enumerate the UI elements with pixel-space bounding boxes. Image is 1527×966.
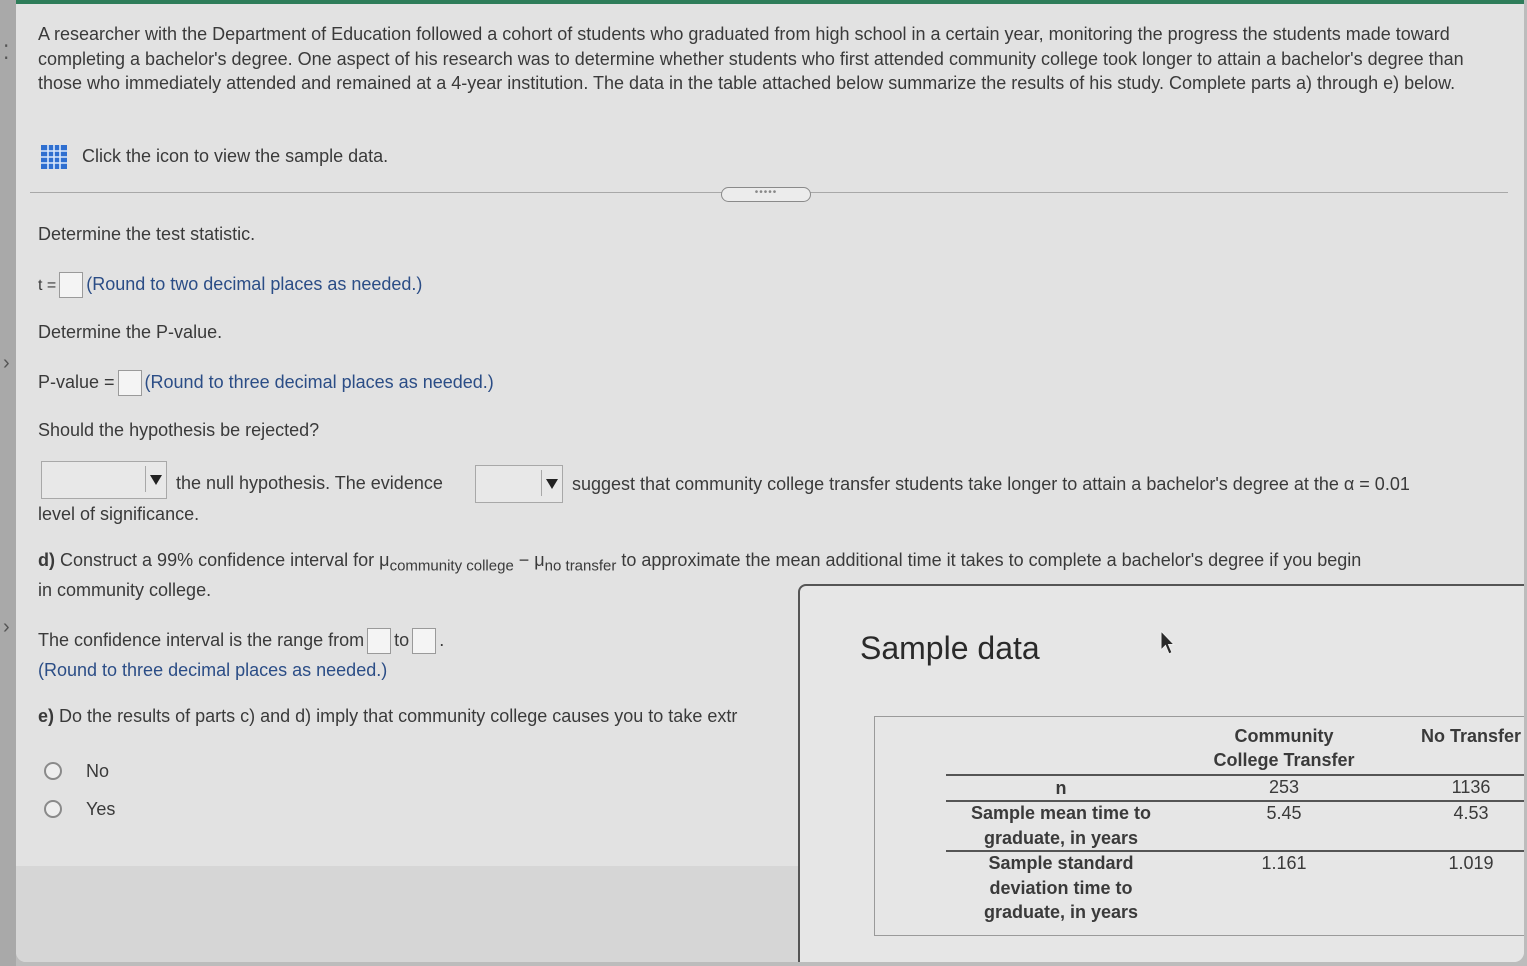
drag-handle[interactable]: ••••• (721, 187, 811, 202)
part-d-line2: in community college. (38, 580, 212, 600)
t-hint: (Round to two decimal places as needed.) (86, 274, 423, 294)
cell-mean-no-transfer: 4.53 (1453, 803, 1489, 823)
part-d-text: Construct a 99% confidence interval for μ (60, 550, 390, 570)
part-e-question (38, 704, 737, 728)
popup-title: Sample data (860, 630, 1040, 666)
part-e-label: e) (38, 706, 55, 726)
chevron-down-icon (541, 470, 560, 496)
cell-stdev-no-transfer: 1.019 (1448, 853, 1494, 873)
chevron-down-icon (145, 466, 164, 492)
col-header-community: Community College Transfer (1213, 726, 1355, 770)
reject-text-2: suggest that community college transfer students take longer to attain a bachelor's degree at the α = 0.01 (572, 474, 1410, 494)
ci-upper-input[interactable] (412, 628, 436, 654)
t-answer-input[interactable] (59, 272, 83, 298)
mu2-subscript: no transfer (544, 557, 617, 575)
mouse-pointer-icon (1160, 630, 1176, 656)
pvalue-answer-input[interactable] (118, 370, 142, 396)
option-yes-label[interactable]: Yes (86, 799, 116, 819)
sample-data-popup (798, 584, 1524, 962)
left-edge (0, 0, 16, 966)
pvalue-label: P-value = (38, 372, 115, 392)
ci-end: . (439, 630, 445, 650)
row-label-stdev: Sample standard deviation time to graduate, in years (983, 853, 1139, 922)
panel-footer (16, 866, 798, 962)
minus-mu: − μ (513, 550, 545, 570)
part-d-label: d) (38, 550, 55, 570)
edge-bracket-icon: ⁚ (3, 42, 10, 64)
part-d-text-b: to approximate the mean additional time it takes to complete a bachelor's degree if you begin (616, 550, 1362, 570)
option-no-label[interactable]: No (86, 761, 110, 781)
test-stat-heading: Determine the test statistic. (38, 224, 256, 244)
t-label: t = (38, 277, 57, 294)
row-label-mean: Sample mean time to graduate, in years (970, 803, 1152, 848)
mu1-subscript: community college (389, 557, 514, 575)
cell-mean-community: 5.45 (1266, 803, 1302, 823)
part-e-text: Do the results of parts c) and d) imply that community college causes you to take extr (59, 706, 738, 726)
pvalue-row (38, 370, 494, 396)
cell-n-community: 253 (1268, 777, 1300, 797)
radio-yes[interactable] (44, 800, 62, 818)
cell-n-no-transfer: 1136 (1451, 777, 1491, 797)
pvalue-heading: Determine the P-value. (38, 322, 223, 342)
expand-arrow-icon[interactable]: › (3, 616, 10, 638)
question-intro: A researcher with the Department of Education followed a cohort of students who graduated from high school in a certain year, monitoring the progress the students made toward completing a bachelor's degree. One aspect of his research was to determine whether students who first attended community college took longer to attain a bachelor's degree than those who immediately attended and remained at a 4-year institution. The data in the table attached below summarize the results of his study. Complete parts a) through e) below. (38, 24, 1464, 93)
sample-data-link[interactable]: Click the icon to view the sample data. (82, 146, 389, 166)
expand-arrow-icon[interactable]: › (3, 352, 10, 374)
radio-no[interactable] (44, 762, 62, 780)
reject-dropdown[interactable] (41, 461, 167, 499)
reject-heading: Should the hypothesis be rejected? (38, 420, 320, 440)
ci-hint: (Round to three decimal places as needed.) (38, 660, 388, 680)
evidence-dropdown[interactable] (475, 465, 563, 503)
reject-text-1: the null hypothesis. The evidence (176, 473, 443, 493)
cell-stdev-community: 1.161 (1261, 853, 1307, 873)
row-label-n: n (1055, 778, 1067, 798)
test-stat-row (38, 272, 422, 298)
reject-text-3: level of significance. (38, 504, 200, 524)
ci-label: The confidence interval is the range from (38, 630, 365, 650)
ci-lower-input[interactable] (367, 628, 391, 654)
ci-row (38, 628, 444, 654)
col-header-no-transfer: No Transfer (1420, 726, 1522, 746)
ci-to: to (394, 630, 410, 650)
pvalue-hint: (Round to three decimal places as needed.) (144, 372, 494, 392)
part-d-question (38, 548, 1361, 579)
question-panel (16, 0, 1524, 962)
table-icon[interactable] (40, 144, 68, 170)
